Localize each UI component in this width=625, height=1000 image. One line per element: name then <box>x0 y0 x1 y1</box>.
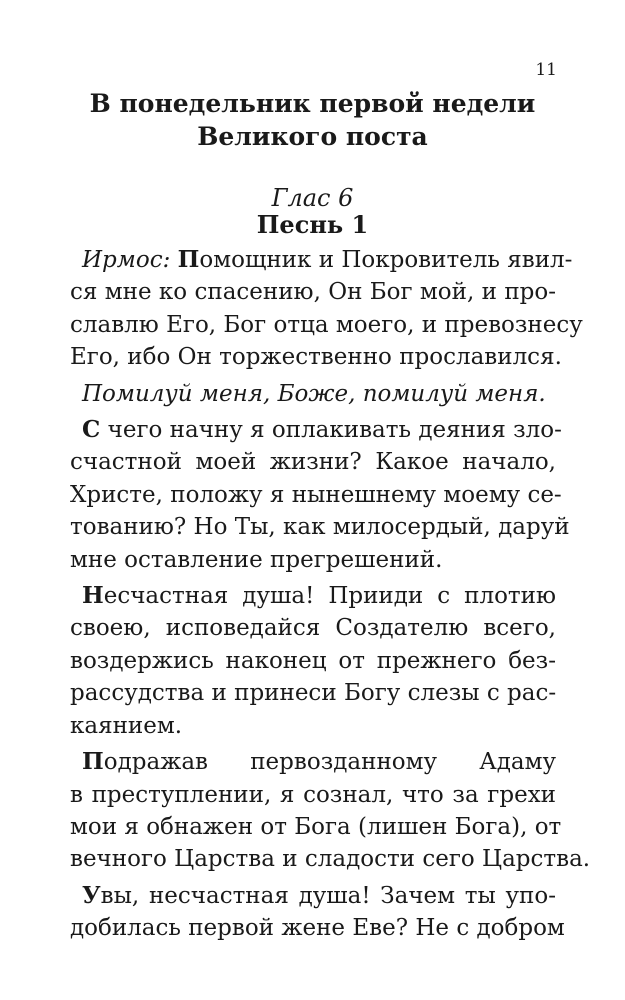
troparion-2-line-4: рассудства и принеси Богу слезы с рас- <box>70 680 557 707</box>
troparion-3-first-rest: одражав первозданному Адаму <box>103 749 556 776</box>
troparion-2 <box>70 580 556 742</box>
troparion-3-line-2: в преступлении, я сознал, что за грехи <box>70 781 556 808</box>
troparion-1-line-4: тованию? Но Ты, как милосердый, даруй <box>70 514 570 541</box>
troparion-3 <box>70 746 591 876</box>
drop-letter: Н <box>82 582 104 610</box>
drop-letter: П <box>177 246 200 273</box>
troparion-1-line-1 <box>70 414 562 446</box>
troparion-2-line-3: воздержись наконец от прежнего без- <box>70 647 556 674</box>
page-title-line-2: Великого поста <box>197 122 428 151</box>
refrain-line: Помилуй меня, Боже, помилуй меня. <box>82 380 546 407</box>
ode-heading: Песнь 1 <box>256 210 369 239</box>
refrain-paragraph <box>70 378 556 410</box>
irmos-line-2: ся мне ко спасению, Он Бог мой, и про- <box>70 279 556 306</box>
troparion-1 <box>70 414 570 576</box>
troparion-2-line-5: каянием. <box>70 712 183 739</box>
troparion-4-line-1 <box>70 880 556 912</box>
troparion-3-line-4: вечного Царства и сладости сего Царства. <box>70 846 591 873</box>
troparion-3-line-1 <box>70 746 556 778</box>
tone-heading: Глас 6 <box>271 184 354 212</box>
irmos-first-rest: омощник и Покровитель явил- <box>199 247 573 273</box>
irmos-label: Ирмос: <box>82 247 171 273</box>
troparion-2-line-1 <box>70 580 556 612</box>
page-title-line-1: В понедельник первой недели <box>89 89 536 118</box>
drop-letter: У <box>82 881 101 909</box>
page-title <box>60 87 565 153</box>
irmos-line-3: славлю Его, Бог отца моего, и превознесу <box>70 311 583 338</box>
irmos-paragraph <box>70 244 583 374</box>
troparion-2-line-2: своею, исповедайся Создателю всего, <box>70 615 556 642</box>
irmos-line-4: Его, ибо Он торжественно прославился. <box>70 344 562 371</box>
troparion-1-line-5: мне оставление прегрешений. <box>70 546 443 573</box>
troparion-1-line-2: счастной моей жизни? Какое начало, <box>70 449 556 476</box>
troparion-4-line-2: добилась первой жене Еве? Не с добром <box>70 915 565 942</box>
troparion-1-line-3: Христе, положу я нынешнему моему се- <box>70 481 562 508</box>
page-number: 11 <box>535 60 557 80</box>
drop-letter: П <box>82 748 104 776</box>
troparion-3-line-3: мои я обнажен от Бога (лишен Бога), от <box>70 813 562 840</box>
troparion-2-first-rest: есчастная душа! Прииди с плотию <box>103 583 556 610</box>
troparion-4 <box>70 880 565 945</box>
troparion-4-first-rest: вы, несчастная душа! Зачем ты упо- <box>100 882 556 909</box>
drop-letter: С <box>82 416 101 444</box>
text-body <box>70 244 591 945</box>
irmos-line-1 <box>70 244 573 276</box>
troparion-1-first-rest: чего начну я оплакивать деяния зло- <box>100 417 562 444</box>
